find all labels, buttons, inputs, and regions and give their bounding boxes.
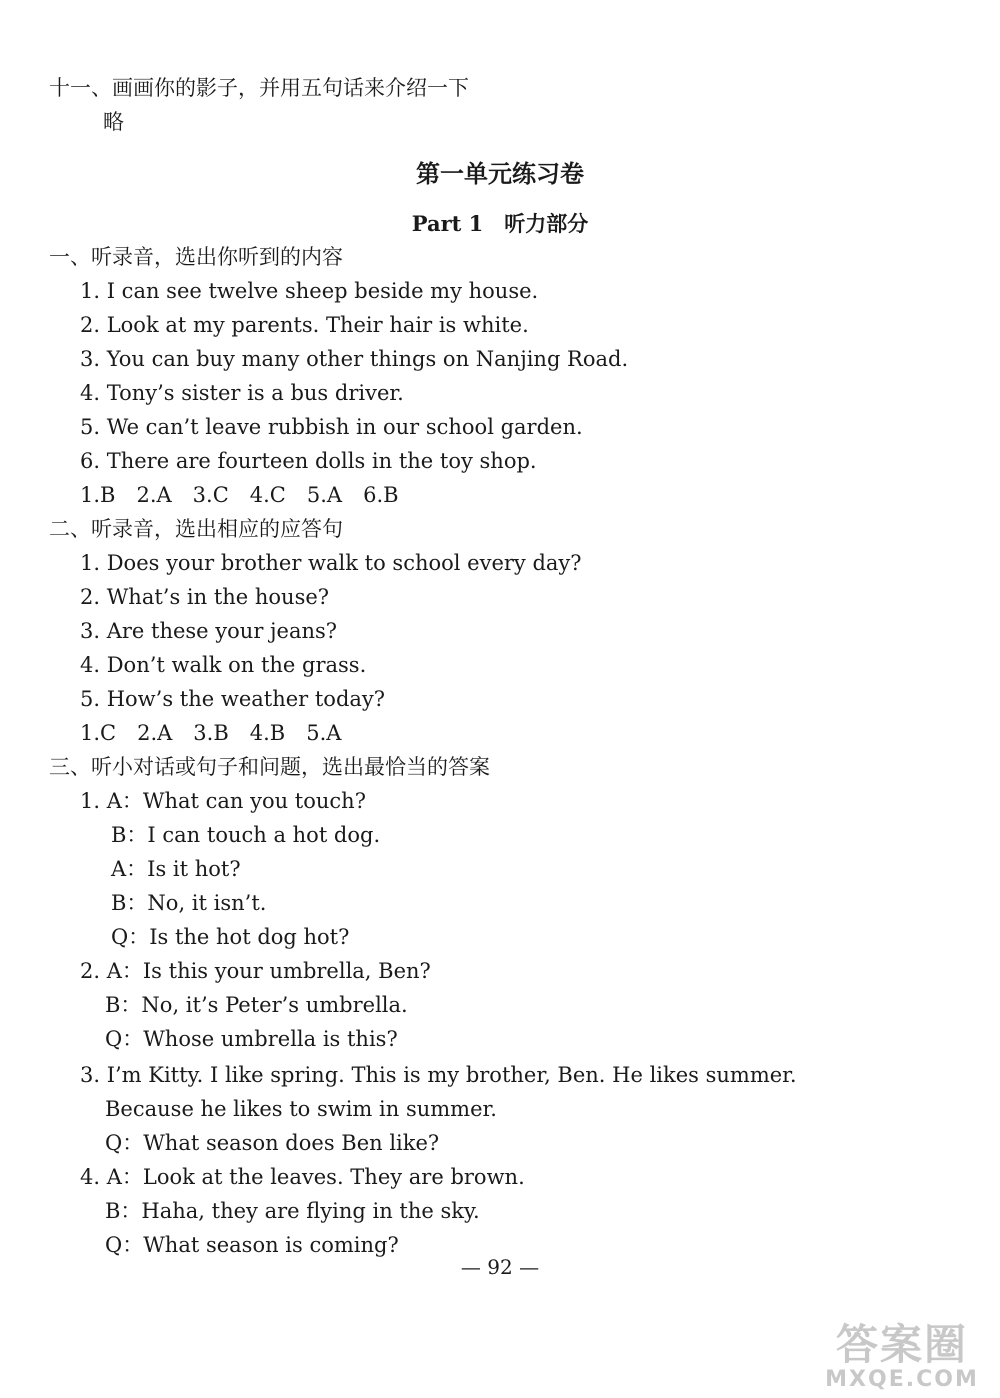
q1-item: 1. I can see twelve sheep beside my house. bbox=[80, 279, 539, 303]
q3-line: B：No, it isn’t. bbox=[111, 891, 267, 915]
unit-title: 第一单元练习卷 bbox=[416, 159, 584, 188]
q2-item: 1. Does your brother walk to school every day? bbox=[80, 551, 582, 575]
q2-item: 5. How’s the weather today? bbox=[80, 687, 386, 711]
q3-heading: 三、听小对话或句子和问题，选出最恰当的答案 bbox=[49, 755, 490, 779]
q1-item: 4. Tony’s sister is a bus driver. bbox=[80, 381, 404, 405]
q3-line: A：Is it hot? bbox=[111, 857, 241, 881]
q2-heading: 二、听录音，选出相应的应答句 bbox=[49, 517, 343, 541]
q3-line: B：No, it’s Peter’s umbrella. bbox=[105, 993, 408, 1017]
q2-item: 2. What’s in the house? bbox=[80, 585, 330, 609]
q3-line: Q：What season does Ben like? bbox=[105, 1131, 440, 1155]
q2-item: 3. Are these your jeans? bbox=[80, 619, 338, 643]
q1-item: 2. Look at my parents. Their hair is white. bbox=[80, 313, 529, 337]
watermark-top: 答案圈 bbox=[835, 1320, 968, 1369]
q1-item: 5. We can’t leave rubbish in our school garden. bbox=[80, 415, 583, 439]
page-number: — 92 — bbox=[460, 1255, 540, 1279]
q1-heading: 一、听录音，选出你听到的内容 bbox=[49, 245, 343, 269]
section-11-answer: 略 bbox=[103, 110, 124, 134]
q3-line: Q：Is the hot dog hot? bbox=[111, 925, 350, 949]
q1-item: 6. There are fourteen dolls in the toy shop. bbox=[80, 449, 537, 473]
q3-line: B：I can touch a hot dog. bbox=[111, 823, 381, 847]
q2-answers: 1.C 2.A 3.B 4.B 5.A bbox=[80, 721, 342, 745]
q2-item: 4. Don’t walk on the grass. bbox=[80, 653, 367, 677]
q1-item: 3. You can buy many other things on Nanjing Road. bbox=[80, 347, 629, 371]
watermark-bottom: MXQE.COM bbox=[825, 1367, 979, 1392]
q3-line: 4. A：Look at the leaves. They are brown. bbox=[80, 1165, 525, 1189]
q3-line: Q：Whose umbrella is this? bbox=[105, 1027, 398, 1051]
q3-line: 2. A：Is this your umbrella, Ben? bbox=[80, 959, 431, 983]
section-11-heading: 十一、画画你的影子，并用五句话来介绍一下 bbox=[49, 76, 469, 100]
q3-line: Q：What season is coming? bbox=[105, 1233, 399, 1257]
q1-answers: 1.B 2.A 3.C 4.C 5.A 6.B bbox=[80, 483, 399, 507]
part-title: Part 1 听力部分 bbox=[411, 211, 589, 236]
q3-line: Because he likes to swim in summer. bbox=[105, 1097, 497, 1121]
q3-line: B：Haha, they are flying in the sky. bbox=[105, 1199, 480, 1223]
q3-line: 1. A：What can you touch? bbox=[80, 789, 366, 813]
q3-line: 3. I’m Kitty. I like spring. This is my brother, Ben. He likes summer. bbox=[80, 1063, 797, 1087]
watermark-logo bbox=[812, 1322, 992, 1392]
